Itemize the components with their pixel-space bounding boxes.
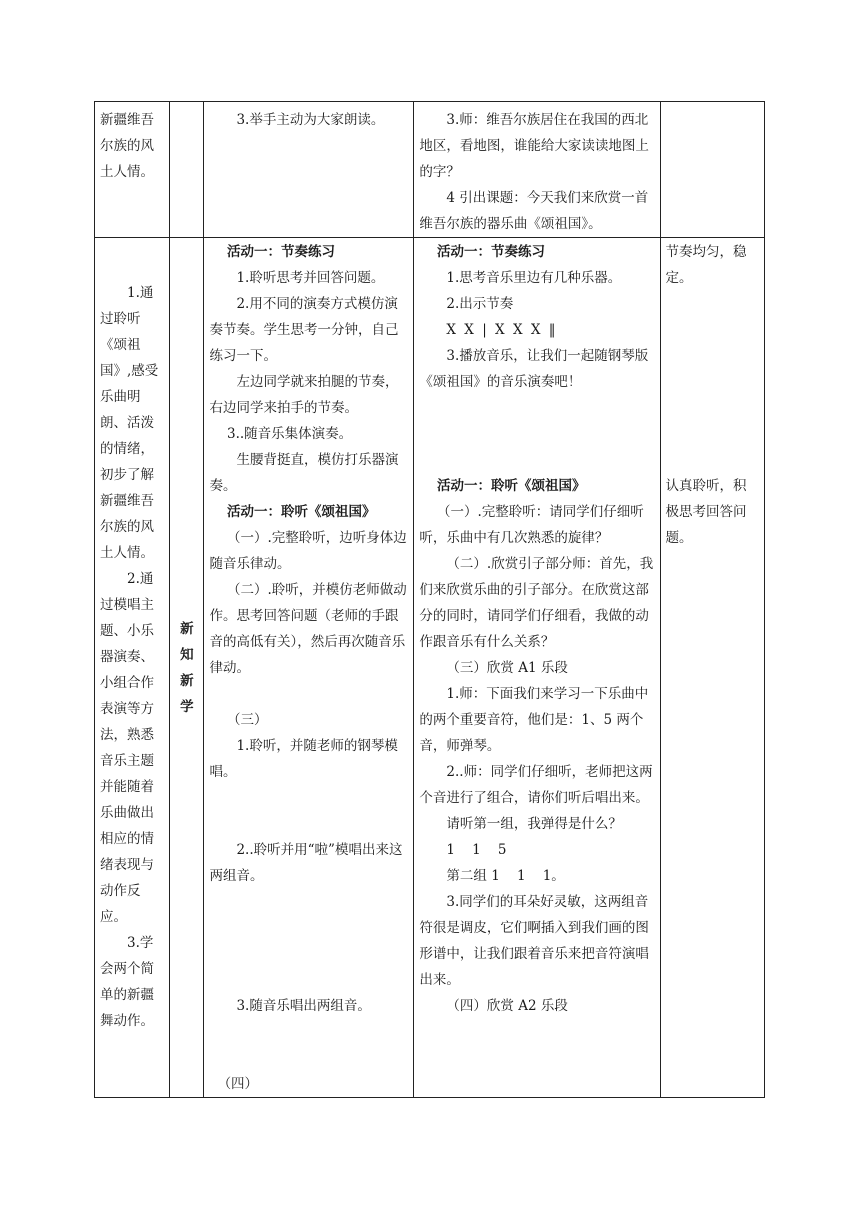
table-row [95,102,765,238]
teacher-text: （一）.完整聆听：请同学们仔细听听，乐曲中有几次熟悉的旋律？ [419,504,644,546]
rhythm-notation: X X | X X X ‖ [446,322,556,338]
teacher-activity-cell [414,102,660,238]
lesson-plan-table [94,101,765,1098]
teacher-text: 2.出示节奏 [446,296,514,312]
student-text: （二）.聆听，并模仿老师做动作。思考回答问题（老师的手跟音的高低有关），然后再次随音乐律动。 [209,582,407,676]
student-text: 左边同学就来拍腿的节奏，右边同学来拍手的节奏。 [209,374,399,416]
teacher-text: 2..师：同学们仔细听，老师把这两个音进行了组合，请你们听后唱出来。 [419,764,653,806]
teacher-text: 3.播放音乐，让我们一起随钢琴版《颂祖国》的音乐演奏吧！ [419,348,649,390]
stage-cell [170,102,204,238]
table-row [95,238,765,1098]
student-activity-cell [204,102,414,238]
teacher-text: （二）.欣赏引子部分师：首先，我们来欣赏乐曲的引子部分。在欣赏这部分的同时，请同学们仔细看，我做的动作跟音乐有什么关系？ [419,556,654,650]
teacher-text: 4 引出课题：今天我们来欣赏一首维吾尔族的器乐曲《颂祖国》。 [419,190,649,232]
teacher-activity-cell [414,238,660,1098]
objective-text: 新疆维吾尔族的风土人情。 [100,112,154,180]
stage-label-char: 新 [180,620,194,637]
stage-label-char: 学 [180,698,194,715]
objective-cell [95,238,170,1098]
objective-text: 1.通过聆听《颂祖国》,感受乐曲明朗、活泼的情绪，初步了解新疆维吾尔族的风土人情。 [100,285,159,561]
activity-title: 活动一：聆听《颂祖国》 [227,504,376,520]
student-text: 3.举手主动为大家朗读。 [236,112,385,128]
student-text: 1.聆听思考并回答问题。 [236,270,385,286]
student-text: 3..随音乐集体演奏。 [227,426,353,442]
note-text: 认真聆听，积极思考回答问题。 [665,478,747,546]
teacher-text: 3.同学们的耳朵好灵敏，这两组音符很是调皮，它们啊插入到我们画的图形谱中，让我们跟着音乐来把音符演唱出来。 [419,894,649,988]
student-text: （一）.完整聆听，边听身体边随音乐律动。 [209,530,407,572]
objective-cell [95,102,170,238]
teacher-text: （四）欣赏 A2 乐段 [446,998,568,1014]
student-text: 3.随音乐唱出两组音。 [236,998,371,1014]
note-text: 节奏均匀，稳定。 [665,244,747,286]
activity-title: 活动一：聆听《颂祖国》 [436,478,586,494]
note-cell [660,238,765,1098]
student-text: （三） [227,712,268,728]
stage-label-char: 知 [180,646,194,663]
student-text: 1.聆听，并随老师的钢琴模唱。 [209,738,398,780]
notes-second-group: 第二组 1 1 1。 [446,868,565,884]
stage-cell [170,238,204,1098]
teacher-text: 1.师：下面我们来学习一下乐曲中的两个重要音符，他们是：1、5 两个音，师弹琴。 [419,686,649,754]
teacher-text: 1.思考音乐里边有几种乐器。 [446,270,622,286]
stage-label-char: 新 [180,672,194,689]
student-text: 2..聆听并用“啦”模唱出来这两组音。 [209,842,403,884]
objective-text: 3.学会两个简单的新疆舞动作。 [100,935,154,1029]
objective-text: 2.通过模唱主题、小乐器演奏、小组合作表演等方法，熟悉音乐主题并能随着乐曲做出相应的情绪表现与动作反应。 [100,571,154,925]
activity-title: 活动一：节奏练习 [227,244,336,260]
activity-title: 活动一：节奏练习 [436,244,545,260]
notes-first-group: 1 1 5 [446,842,507,858]
student-text: 生腰背挺直，模仿打乐器演奏。 [209,452,399,494]
teacher-text: （三）欣赏 A1 乐段 [446,660,568,676]
student-text: （四） [217,1076,259,1092]
student-text: 2.用不同的演奏方式模仿演奏节奏。学生思考一分钟，自己练习一下。 [209,296,399,364]
student-activity-cell [204,238,414,1098]
teacher-text: 3.师：维吾尔族居住在我国的西北地区，看地图，谁能给大家读读地图上的字？ [419,112,649,180]
teacher-text: 请听第一组，我弹得是什么？ [446,816,622,832]
note-cell [660,102,765,238]
